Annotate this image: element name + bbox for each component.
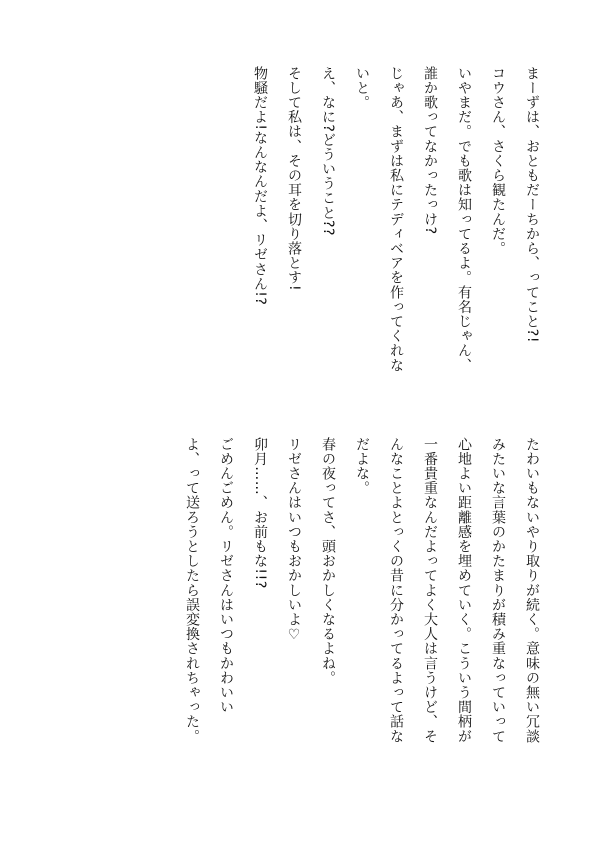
bottom-dialogue-block [175, 437, 549, 744]
text-line: じゃあ、まずは私にテディベアを作ってくれな [388, 66, 404, 373]
text-line: コウさん、さくら観たんだ。 [490, 66, 506, 256]
text-line: んなことよとっくの昔に分かってるよって話な [388, 437, 404, 744]
text-line: だよな。 [354, 437, 370, 496]
text-line: 誰か歌ってなかったっけ? [422, 66, 438, 235]
text-line: よ、って送ろうとしたら誤変換されちゃった。 [184, 437, 200, 744]
text-line: え、なに?どういうこと?? [320, 66, 336, 237]
text-line: 一番貴重なんだよってよく大人は言うけど、そ [422, 437, 438, 744]
text-line: リゼさんはいつもおかしいよ♡ [286, 437, 302, 644]
text-line: たわいもないやり取りが続く。意味の無い冗談 [524, 437, 540, 744]
text-line: そして私は、その耳を切り落とす! [286, 66, 302, 292]
text-line: いと。 [354, 66, 370, 110]
text-line: ごめんごめん。リゼさんはいつもかわいい [218, 437, 234, 715]
text-line: いやまだ。でも歌は知ってるよ。有名じゃん、 [456, 66, 472, 373]
text-line: 卯月……、お前もな!!? [252, 437, 268, 589]
top-dialogue-block [243, 66, 549, 373]
text-line: 心地よい距離感を埋めていく。こういう間柄が [456, 437, 472, 744]
text-line: みたいな言葉のかたまりが積み重なっていって [490, 437, 506, 744]
text-line: 春の夜ってさ、頭おかしくなるよね。 [320, 437, 336, 686]
text-line: まーずは、おともだーちから、ってこと?! [524, 66, 540, 344]
text-line: 物騒だよ!なんなんだよ、リゼさん!? [252, 66, 268, 306]
